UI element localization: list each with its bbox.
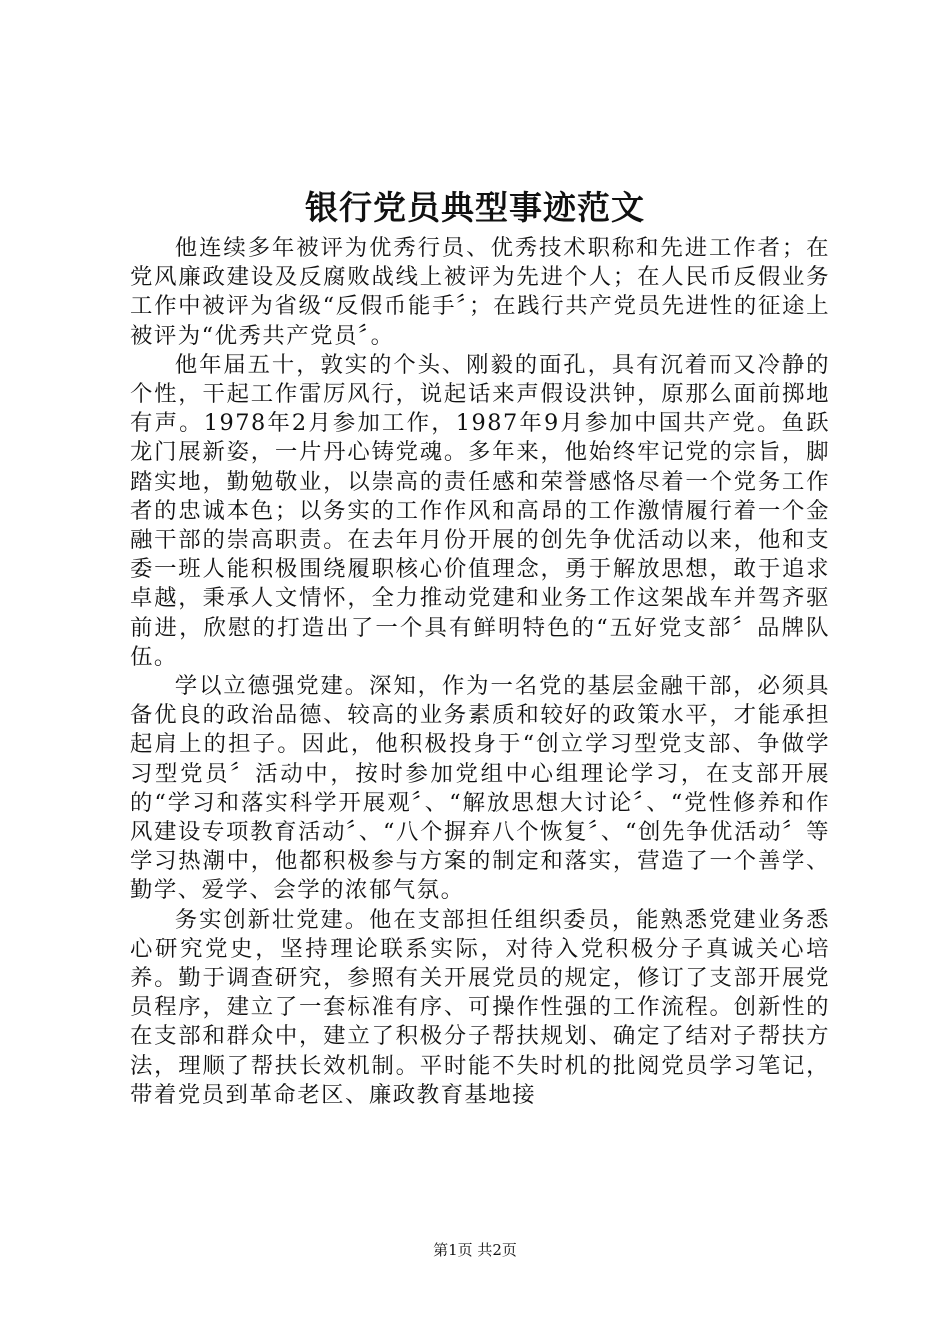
paragraph-4: 务实创新壮党建。他在支部担任组织委员，能熟悉党建业务悉心研究党史，坚持理论联系实际，对待入党积极分子真诚关心培养。勤于调查研究，参照有关开展党员的规定，修订了支部开展党员程序，建立了一套标准有序、可操作性强的工作流程。创新性的在支部和群众中，建立了积极分子帮扶规划、确定了结对子帮扶方法，理顺了帮扶长效机制。平时能不失时机的批阅党员学习笔记，带着党员到革命老区、廉政教育基地接 xyxy=(130,906,830,1108)
paragraph-2: 他年届五十，敦实的个头、刚毅的面孔，具有沉着而又冷静的个性，干起工作雷厉风行，说起话来声假设洪钟，原那么面前掷地有声。1978年2月参加工作，1987年9月参加中国共产党。鱼跃龙门展新姿，一片丹心铸党魂。多年来，他始终牢记党的宗旨，脚踏实地，勤勉敬业，以崇高的责任感和荣誉感恪尽着一个党务工作者的忠诚本色；以务实的工作作风和高昂的工作激情履行着一个金融干部的崇高职责。在去年月份开展的创先争优活动以来，他和支委一班人能积极围绕履职核心价值理念，勇于解放思想，敢于追求卓越，秉承人文情怀，全力推动党建和业务工作这架战车并驾齐驱前进，欣慰的打造出了一个具有鲜明特色的“五好党支部〞品牌队伍。 xyxy=(130,351,830,670)
page-footer: 第1页 共2页 xyxy=(433,1241,517,1259)
paragraph-3: 学以立德强党建。深知，作为一名党的基层金融干部，必须具备优良的政治品德、较高的业务素质和较好的政策水平，才能承担起肩上的担子。因此，他积极投身于“创立学习型党支部、争做学习型党员〞活动中，按时参加党组中心组理论学习，在支部开展的“学习和落实科学开展观〞、“解放思想大讨论〞、“党性修养和作风建设专项教育活动〞、“八个摒弃八个恢复〞、“创先争优活动〞等学习热潮中，他都积极参与方案的制定和落实，营造了一个善学、勤学、爱学、会学的浓郁气氛。 xyxy=(130,673,830,904)
paragraph-1: 他连续多年被评为优秀行员、优秀技术职称和先进工作者；在党风廉政建设及反腐败战线上被评为先进个人；在人民币反假业务工作中被评为省级“反假币能手〞；在践行共产党员先进性的征途上被评为“优秀共产党员〞。 xyxy=(130,235,830,349)
document-body xyxy=(130,234,830,1110)
document-title: 银行党员典型事迹范文 xyxy=(305,188,645,227)
